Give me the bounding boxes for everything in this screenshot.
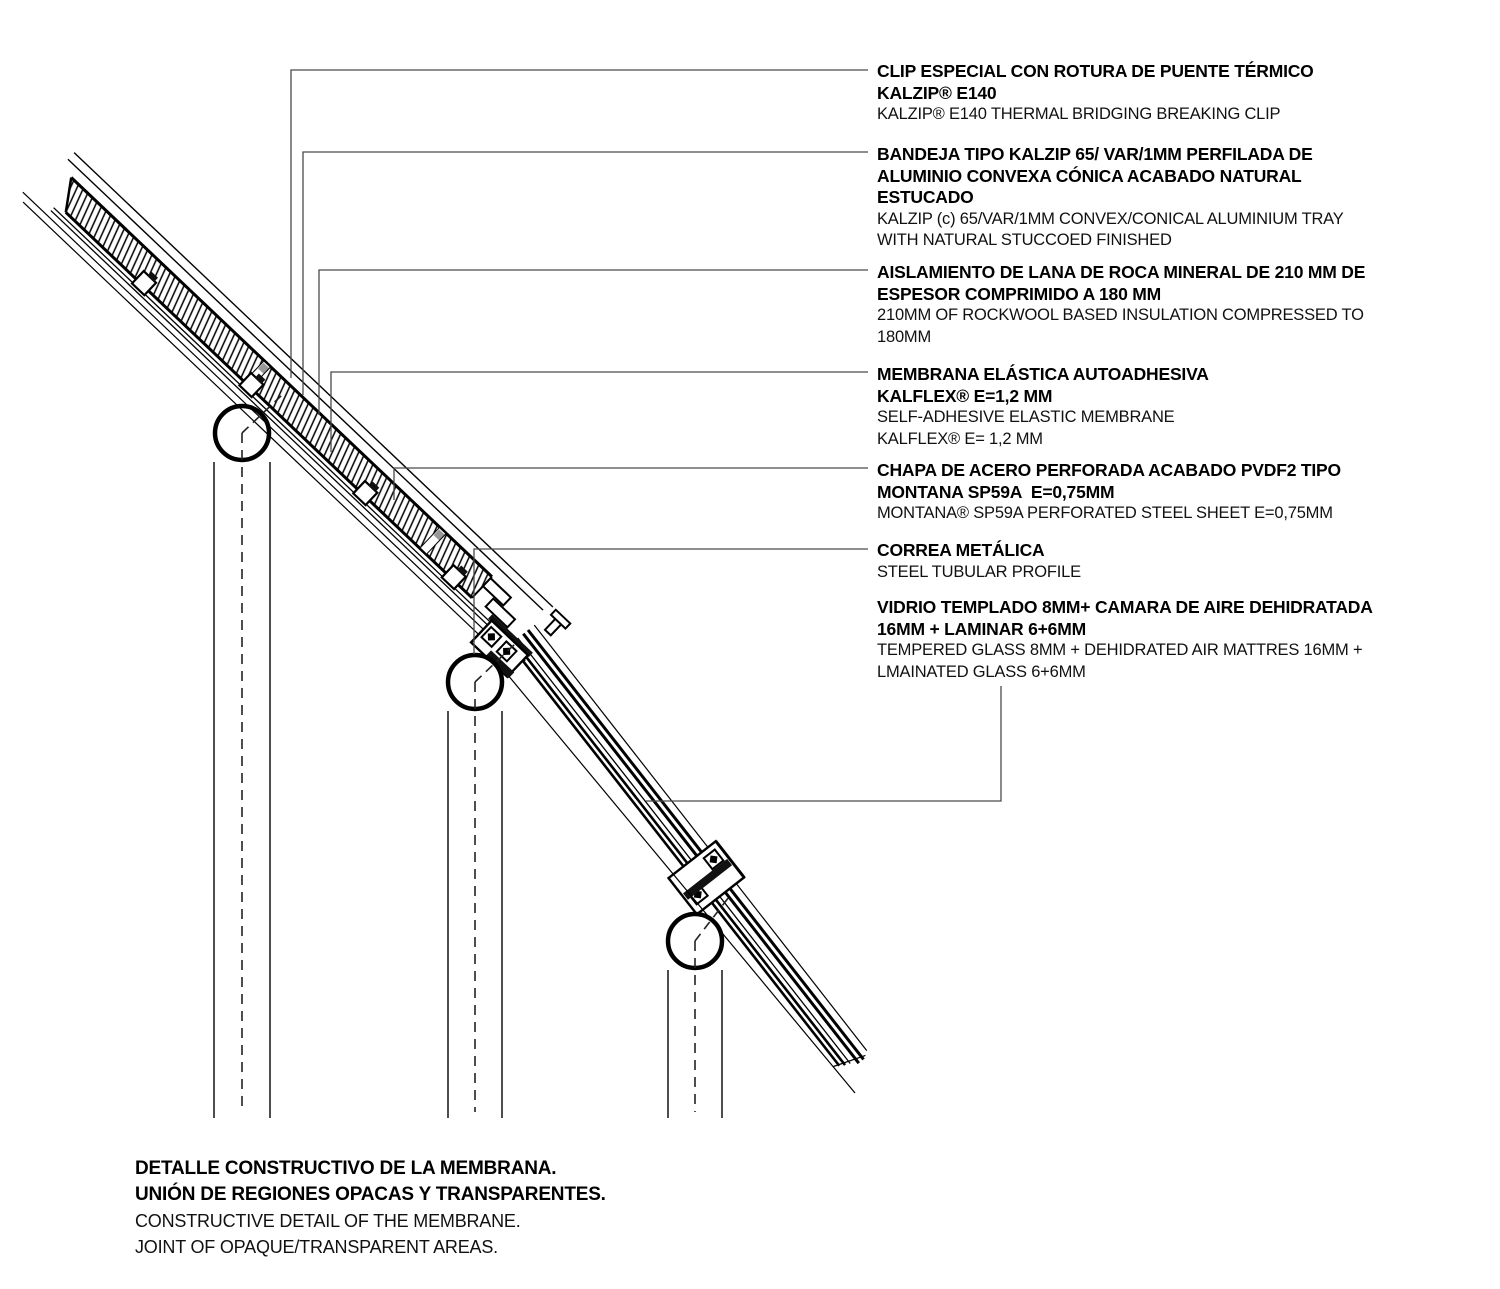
tempered-pane-inner [523,634,859,1063]
label-text-en: LMAINATED GLASS 6+6MM [877,662,1086,681]
title-text-es: DETALLE CONSTRUCTIVO DE LA MEMBRANA. [135,1158,557,1179]
callout-label-chapa [877,460,1467,525]
callout-label-clip [877,61,1467,126]
label-text-es: CLIP ESPECIAL CON ROTURA DE PUENTE TÉRMICO [877,61,1314,81]
membrane-line [54,208,527,657]
callout-label-bandeja [877,144,1467,252]
label-text-en: WITH NATURAL STUCCOED FINISHED [877,231,1172,249]
label-text-en: MONTANA® SP59A PERFORATED STEEL SHEET E=0,75MM [877,504,1333,522]
label-text-es: ESPESOR COMPRIMIDO A 180 MM [877,283,1162,304]
label-text-es: BANDEJA TIPO KALZIP 65/ VAR/1MM PERFILADA DE [877,144,1313,164]
label-text-es: 16MM + LAMINAR 6+6MM [877,618,1086,639]
glass-cover-line [534,625,866,1051]
callout-label-membrana [877,364,1467,450]
leader-line-chapa [394,468,868,500]
glass-unit [495,619,878,1085]
callout-label-vidrio [877,597,1467,683]
t-bolt [541,610,571,640]
glazing-plane-line [502,668,855,1093]
title-text-en: CONSTRUCTIVE DETAIL OF THE MEMBRANE. [135,1211,521,1231]
leader-line-vidrio [646,686,1001,801]
label-text-en: KALZIP (c) 65/VAR/1MM CONVEX/CONICAL ALUMINIUM TRAY [877,209,1344,228]
label-text-es: CHAPA DE ACERO PERFORADA ACABADO PVDF2 TIPO [877,460,1341,480]
tray-inner-sheet-line [68,159,543,610]
label-text-en: 210MM OF ROCKWOOL BASED INSULATION COMPRESSED TO [877,306,1364,324]
leader-line-membrana [331,372,868,452]
laminated-pane-inner [510,644,839,1066]
label-text-es: KALZIP® E140 [877,82,997,103]
drawing-title-block [135,1156,775,1260]
label-text-es: MONTANA SP59A E=0,75MM [877,481,1115,502]
label-text-es: ALUMINIO CONVEXA CÓNICA ACABADO NATURAL [877,165,1302,186]
insulation-hatch [51,178,492,598]
leader-line-clip [291,70,868,378]
roof-band [18,146,570,675]
air-cavity-line [518,638,850,1064]
tray-outer-sheet-line [74,153,553,607]
label-text-es: MEMBRANA ELÁSTICA AUTOADHESIVA [877,364,1209,384]
label-text-es: AISLAMIENTO DE LANA DE ROCA MINERAL DE 210 MM DE [877,262,1366,282]
label-text-es: VIDRIO TEMPLADO 8MM+ CAMARA DE AIRE DEHIDRATADA [877,597,1373,617]
label-text-en: 180MM [877,327,932,346]
title-text-en: JOINT OF OPAQUE/TRANSPARENT AREAS. [135,1237,498,1257]
leader-line-aislamiento [319,270,868,415]
label-text-es: KALFLEX® E=1,2 MM [877,385,1053,406]
laminated-pane-outer [514,641,845,1065]
title-text-es: UNIÓN DE REGIONES OPACAS Y TRANSPARENTES. [135,1184,606,1205]
purlin-1 [214,395,282,1118]
insulation-top-edge [71,178,492,577]
leader-line-bandeja [303,152,868,395]
purlin-2 [448,643,516,1118]
label-text-en: TEMPERED GLASS 8MM + DEHIDRATED AIR MATTRES 16MM + [877,641,1363,659]
label-text-en: SELF-ADHESIVE ELASTIC MEMBRANE [877,408,1175,426]
label-text-es: CORREA METÁLICA [877,540,1045,560]
label-text-es: ESTUCADO [877,187,974,207]
label-text-en: KALFLEX® E= 1,2 MM [877,429,1043,448]
perforated-sheet-line [51,211,525,661]
label-text-en: KALZIP® E140 THERMAL BRIDGING BREAKING CLIP [877,105,1281,123]
callout-label-aislamiento [877,262,1467,348]
purlin-3 [668,897,729,1118]
callout-label-correa [877,540,1467,583]
label-text-en: STEEL TUBULAR PROFILE [877,562,1081,581]
